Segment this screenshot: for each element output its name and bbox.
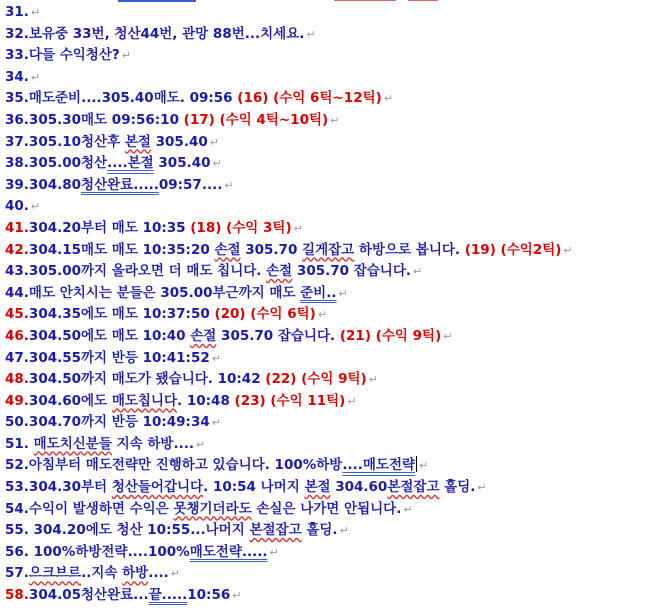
paragraph-mark: ↵ xyxy=(211,351,221,365)
paragraph-mark: ↵ xyxy=(30,70,41,84)
line-text: ....매도전략 xyxy=(342,457,416,474)
text-cursor xyxy=(416,456,417,472)
line-number: 58. xyxy=(5,587,29,604)
line-number: 48. xyxy=(5,371,29,388)
document-line[interactable] xyxy=(5,196,573,218)
paragraph-mark: ↵ xyxy=(212,157,222,171)
paragraph-mark: ↵ xyxy=(368,373,378,387)
paragraph-mark: ↵ xyxy=(383,92,394,106)
line-number: 37. xyxy=(5,133,29,150)
line-number: 45. xyxy=(5,306,29,323)
line-number: 38. xyxy=(5,155,29,172)
paragraph-mark: ↵ xyxy=(30,200,41,214)
line-number: 35. xyxy=(5,90,29,107)
document-line[interactable] xyxy=(5,304,573,326)
line-text: 305.30매도 09:56:10 xyxy=(28,111,184,128)
line-number: 53. xyxy=(5,479,29,496)
document-line[interactable] xyxy=(5,132,573,154)
line-number: 54. xyxy=(5,500,29,517)
line-text: 준비.. xyxy=(300,284,337,301)
line-text: 하방으로 봅니다. xyxy=(354,241,465,258)
line-number: 39. xyxy=(5,176,29,193)
line-text: 수익이 발생하면 수익은 xyxy=(28,500,174,517)
paragraph-mark: ↵ xyxy=(211,416,221,430)
line-text: 305.00청산 xyxy=(28,155,108,172)
line-text: 304.60 xyxy=(330,479,388,496)
trade-result-text: (23) (수익 11틱) xyxy=(234,392,346,409)
line-text: 305.70 잡습니다. xyxy=(216,327,340,344)
line-number: 47. xyxy=(5,349,29,366)
line-text: 304.15매도 매도 10:35:20 xyxy=(28,241,215,258)
document-line[interactable] xyxy=(5,348,573,370)
document-line[interactable] xyxy=(5,369,573,391)
line-number: 31. xyxy=(5,4,29,20)
line-text: 100%하방전략....100% xyxy=(28,543,190,560)
line-text: 끝..... xyxy=(148,587,188,604)
trade-result-text: (22) (수익 9틱) xyxy=(265,371,367,388)
line-text: . 10:48 xyxy=(177,392,235,409)
paragraph-mark: ↵ xyxy=(477,481,487,495)
line-number: 41. xyxy=(5,219,29,236)
line-text: 다들 수익청산? xyxy=(28,47,120,64)
line-text: 손절 xyxy=(214,241,241,258)
document-line[interactable] xyxy=(5,520,573,542)
line-text: 청산완료..... xyxy=(81,176,159,193)
document-line[interactable] xyxy=(5,110,573,132)
paragraph-mark: ↵ xyxy=(338,286,348,300)
line-number: 46. xyxy=(5,327,29,344)
trade-result-text: (18) (수익 3틱) xyxy=(190,219,292,236)
document-line[interactable] xyxy=(5,585,573,607)
paragraph-mark: ↵ xyxy=(306,27,316,41)
line-text: 304.70까지 반등 10:49:34 xyxy=(28,414,210,431)
paragraph-mark: ↵ xyxy=(269,545,279,559)
line-text: 304.20부터 매도 10:35 xyxy=(28,219,191,236)
line-number: 33. xyxy=(5,47,29,64)
document-line[interactable] xyxy=(5,542,573,564)
trade-result-text: (16) (수익 6틱~12틱) xyxy=(237,90,382,107)
line-text: 305.70 잡습니다. xyxy=(292,263,412,280)
paragraph-mark: ↵ xyxy=(403,502,413,516)
line-text: 손실은 나가면 안됩니다. xyxy=(251,500,402,517)
paragraph-mark: ↵ xyxy=(30,6,41,19)
line-text: 304.50에도 매도 10:40 xyxy=(28,327,191,344)
line-text: ....본절 xyxy=(107,155,154,172)
trade-result-text: (21) (수익 9틱) xyxy=(339,327,442,344)
paragraph-mark: ↵ xyxy=(317,308,328,322)
line-text: 홀딩. xyxy=(301,522,338,539)
line-text: 청산들어갑니다 xyxy=(111,479,204,496)
document-line[interactable] xyxy=(5,67,573,89)
line-text: 304.20에도 청산 10:55...나머지 xyxy=(28,522,250,539)
line-text: 304.50까지 매도가 됐습니다. 10:42 xyxy=(28,371,266,388)
line-number: 50. xyxy=(5,414,29,431)
line-text: 지속 하방.... xyxy=(111,435,194,452)
paragraph-mark: ↵ xyxy=(563,243,573,257)
line-text: 하방 xyxy=(122,565,149,582)
paragraph-mark: ↵ xyxy=(419,459,429,473)
document-line[interactable] xyxy=(5,391,573,413)
line-text: 304.35에도 매도 10:37:50 xyxy=(28,306,215,323)
paragraph-mark: ↵ xyxy=(121,49,131,63)
line-number: 36. xyxy=(5,111,29,128)
line-number: 51. xyxy=(5,435,29,452)
line-number: 52. xyxy=(5,457,29,474)
document-line[interactable] xyxy=(5,218,573,240)
line-text: 매도준비....305.40매도. 09:56 xyxy=(28,90,238,107)
line-text: . 10:54 나머지 xyxy=(203,479,305,496)
document-line[interactable] xyxy=(5,240,573,262)
document-line[interactable] xyxy=(5,45,573,67)
line-text: 304.30부터 xyxy=(28,479,112,496)
line-text: 본절 xyxy=(124,133,151,150)
line-text: 본절 xyxy=(304,479,331,496)
trade-result-text: (19) (수익2틱) xyxy=(464,241,562,258)
line-text: 손절 xyxy=(190,327,217,344)
line-number: 43. xyxy=(5,263,29,280)
paragraph-mark: ↵ xyxy=(293,221,303,235)
line-text: 본절잡고 xyxy=(387,479,440,496)
document-line[interactable] xyxy=(5,175,573,197)
spelling-underline-fragment xyxy=(334,0,396,1)
document-line[interactable] xyxy=(5,261,573,283)
line-text: 으크브르 xyxy=(28,565,82,582)
document-line[interactable] xyxy=(5,499,573,521)
line-number: 34. xyxy=(5,68,29,85)
document-line[interactable] xyxy=(5,455,573,477)
document-line[interactable] xyxy=(5,412,573,434)
document-line[interactable] xyxy=(5,88,573,110)
numbered-list xyxy=(5,2,573,607)
line-text: ..지속 xyxy=(81,565,123,582)
line-text: 305.00까지 올라오면 더 매도 칩니다. xyxy=(28,263,267,280)
line-text: 매도치신분들 xyxy=(33,435,112,452)
line-number: 32. xyxy=(5,25,29,42)
line-text: 305.40 xyxy=(153,155,211,172)
line-number: 49. xyxy=(5,392,29,409)
trade-result-text: (20) (수익 6틱) xyxy=(214,306,316,323)
spelling-underline-fragment xyxy=(408,0,438,1)
line-number: 56. xyxy=(5,543,29,560)
line-text: 09:57.... xyxy=(158,176,223,193)
line-text: 304.80 xyxy=(28,176,82,193)
line-text: 304.60에도 xyxy=(28,392,112,409)
paragraph-mark: ↵ xyxy=(224,178,234,192)
paragraph-mark: ↵ xyxy=(195,437,206,451)
line-number: 57. xyxy=(5,565,29,582)
line-text: 손절 xyxy=(266,263,293,280)
line-text: 305.70 xyxy=(240,241,303,258)
document-line[interactable] xyxy=(5,283,573,305)
document-line[interactable] xyxy=(5,24,573,46)
trade-result-text: (17) (수익 4틱~10틱) xyxy=(183,111,329,128)
line-text: 305.40 xyxy=(150,133,208,150)
line-number: 44. xyxy=(5,284,29,301)
line-text: 305.10청산후 xyxy=(28,133,125,150)
line-number: 55. xyxy=(5,522,29,539)
line-text: 10:56 xyxy=(187,587,231,604)
line-number: 40. xyxy=(5,198,29,215)
document-line[interactable] xyxy=(5,477,573,499)
line-text: 보유중 33번, 청산44번, 관망 88번...치세요. xyxy=(28,25,305,42)
line-text: 304.05청산완료... xyxy=(28,587,149,604)
line-text: 길게잡고 xyxy=(302,241,355,258)
paragraph-mark: ↵ xyxy=(339,524,349,538)
paragraph-mark: ↵ xyxy=(330,113,340,127)
document-line[interactable] xyxy=(5,434,573,456)
line-text: 매도전략..... xyxy=(189,543,268,560)
document-line[interactable] xyxy=(5,326,573,348)
line-text: 본절잡고 xyxy=(249,522,302,539)
paragraph-mark: ↵ xyxy=(413,265,423,279)
line-text: 매도칩니다 xyxy=(111,392,178,409)
document-line[interactable] xyxy=(5,153,573,175)
line-text: 못챙기더라도 xyxy=(173,500,252,517)
line-number: 42. xyxy=(5,241,29,258)
document-line[interactable] xyxy=(5,563,573,585)
line-text: 홀딩. xyxy=(439,479,476,496)
line-text: 아침부터 매도전략만 진행하고 있습니다. 100%하방 xyxy=(28,457,343,474)
line-text: .... xyxy=(148,565,169,582)
paragraph-mark: ↵ xyxy=(232,589,242,603)
paragraph-mark: ↵ xyxy=(209,135,219,149)
paragraph-mark: ↵ xyxy=(443,329,453,343)
paragraph-mark: ↵ xyxy=(347,394,357,408)
paragraph-mark: ↵ xyxy=(170,567,180,581)
line-text: 304.55까지 반등 10:41:52 xyxy=(28,349,210,366)
line-text: 매도 안치시는 분들은 305.00부근까지 매도 xyxy=(28,284,301,301)
document-line[interactable] xyxy=(5,2,573,24)
